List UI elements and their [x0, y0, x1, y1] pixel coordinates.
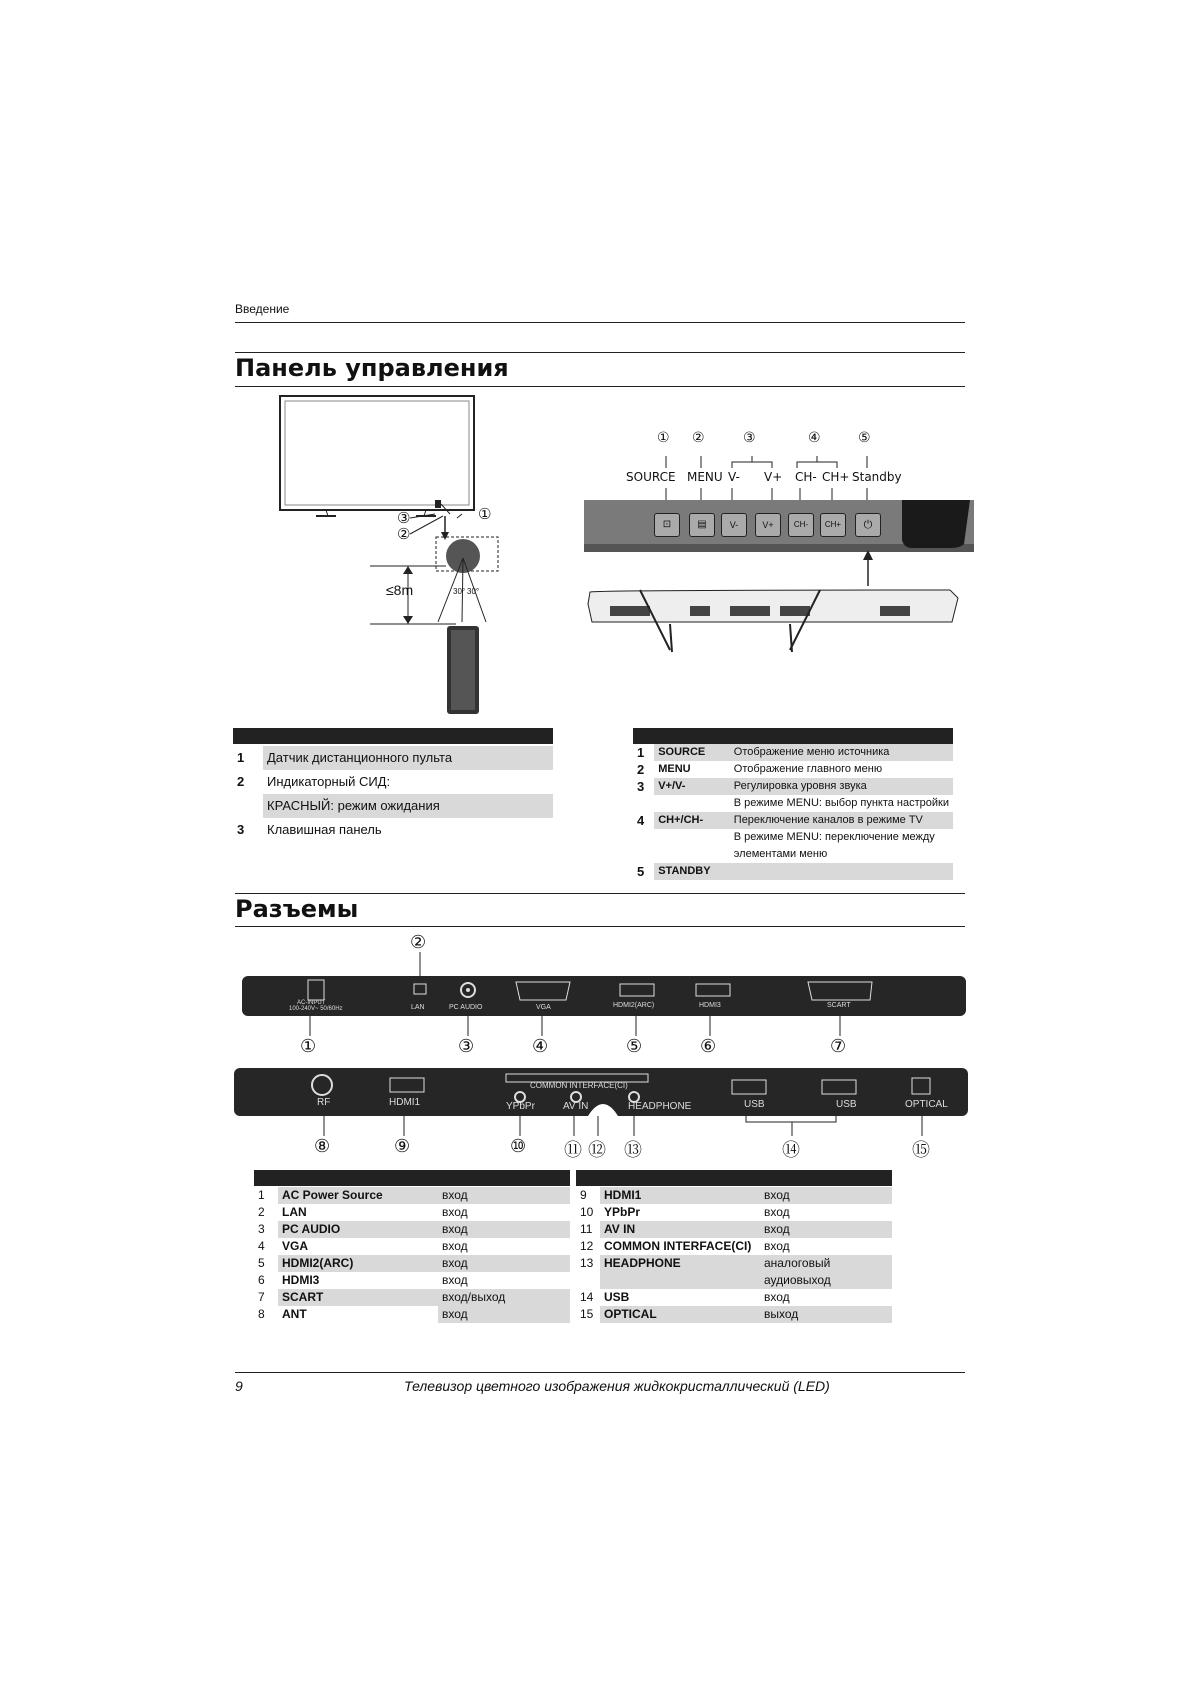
section-header: Введение [235, 302, 290, 316]
row-number [233, 794, 263, 818]
table-row [233, 770, 553, 794]
row-number: 3 [258, 1222, 265, 1236]
key-label-source: SOURCE [626, 470, 676, 484]
connector-number-4: ④ [532, 1036, 549, 1057]
table-row [633, 863, 953, 880]
callout-1: ① [478, 505, 492, 523]
angle-right-label: 30° [467, 587, 480, 596]
row-number: 1 [637, 745, 645, 760]
key-label-v-minus: V- [728, 470, 740, 484]
key-description: Отображение меню источника [730, 744, 953, 761]
connector-name: PC AUDIO [278, 1221, 438, 1238]
connectors-section-title: Разъемы [235, 895, 359, 923]
table-row [233, 818, 553, 842]
key-name: STANDBY [654, 863, 730, 880]
divider [235, 322, 965, 323]
connector-label-ac-voltage: 100-240V~ 50/60Hz [289, 1006, 343, 1012]
table-row [576, 1289, 892, 1306]
table-row [633, 795, 953, 812]
row-number: 1 [258, 1188, 265, 1202]
connector-label-headphone: HEADPHONE [628, 1101, 692, 1112]
table-row [576, 1238, 892, 1255]
row-text: КРАСНЫЙ: режим ожидания [263, 794, 553, 818]
table-header [633, 728, 953, 744]
rear-panel-top [240, 952, 970, 1062]
key-number-4: ④ [808, 430, 821, 446]
connector-number-1: ① [300, 1036, 317, 1057]
table-row [254, 1272, 570, 1289]
key-label-menu: MENU [687, 470, 723, 484]
row-text: Датчик дистанционного пульта [263, 746, 553, 770]
table-header [576, 1170, 892, 1186]
key-number-2: ② [692, 430, 705, 446]
row-number: 4 [258, 1239, 265, 1253]
connector-number-5: ⑤ [626, 1036, 643, 1057]
connectors-table-right [576, 1187, 892, 1323]
connector-name: SCART [278, 1289, 438, 1306]
connector-type: вход [764, 1290, 790, 1304]
row-number: 8 [258, 1307, 265, 1321]
divider [235, 1372, 965, 1373]
row-number: 14 [580, 1290, 594, 1304]
key-description: Переключение каналов в режиме TV [730, 812, 953, 829]
connector-number-12: ⑫ [588, 1140, 606, 1161]
row-number: 5 [258, 1256, 265, 1270]
row-number: 9 [580, 1188, 587, 1202]
connector-type: вход [438, 1187, 570, 1204]
connector-label-ac-input: AC-INPUT [297, 1000, 326, 1006]
connector-label-av-in: AV IN [563, 1101, 589, 1112]
key-number-3: ③ [743, 430, 756, 446]
key-label-v-plus: V+ [764, 470, 783, 484]
table-row [233, 794, 553, 818]
connector-type: вход [764, 1205, 790, 1219]
connector-label-vga: VGA [536, 1004, 551, 1011]
connector-number-11: ⑪ [564, 1140, 582, 1161]
table-row [576, 1221, 892, 1238]
connector-label-scart: SCART [827, 1002, 851, 1009]
connector-label-ci: COMMON INTERFACE(CI) [530, 1081, 628, 1090]
connector-number-15: ⑮ [912, 1140, 930, 1161]
table-row [254, 1289, 570, 1306]
key-name: V+/V- [654, 778, 730, 795]
table-row [576, 1187, 892, 1204]
connector-type: аналоговый аудиовыход [760, 1255, 892, 1289]
table-row [633, 812, 953, 829]
key-description: Регулировка уровня звука [730, 778, 953, 795]
connector-number-10: ⑩ [510, 1136, 527, 1157]
table-row [254, 1221, 570, 1238]
channel-up-key-icon[interactable]: CH+ [820, 513, 846, 537]
divider [235, 386, 965, 387]
row-number: 15 [580, 1307, 594, 1321]
footer-title: Телевизор цветного изображения жидкокристаллический (LED) [404, 1378, 830, 1394]
key-label-ch-minus: CH- [795, 470, 817, 484]
table-row [576, 1204, 892, 1221]
indicator-table [233, 746, 553, 842]
row-number: 10 [580, 1205, 594, 1219]
table-row [633, 744, 953, 761]
divider [235, 352, 965, 353]
table-header [254, 1170, 570, 1186]
connector-name: VGA [282, 1239, 309, 1253]
key-description [730, 863, 953, 880]
row-number: 11 [580, 1222, 593, 1236]
row-number: 7 [258, 1290, 265, 1304]
source-key-icon[interactable]: ⊡ [654, 513, 680, 537]
connector-label-pc-audio: PC AUDIO [449, 1004, 483, 1011]
row-number: 3 [237, 822, 245, 837]
connector-type: вход [442, 1273, 468, 1287]
row-number: 2 [258, 1205, 265, 1219]
connector-label-lan: LAN [411, 1004, 425, 1011]
page-number: 9 [235, 1378, 243, 1394]
table-row [633, 761, 953, 778]
connector-type: вход [760, 1221, 892, 1238]
row-number: 2 [237, 774, 245, 789]
connector-type: вход [438, 1306, 570, 1323]
key-name: CH+/CH- [654, 812, 730, 829]
connector-type: вход [764, 1239, 790, 1253]
table-row [576, 1255, 892, 1289]
row-number: 5 [637, 864, 645, 879]
table-row [254, 1187, 570, 1204]
connector-number-13: ⑬ [624, 1140, 642, 1161]
callout-2: ② [397, 525, 411, 543]
connector-name: HDMI1 [600, 1187, 760, 1204]
connector-label-hdmi2: HDMI2(ARC) [613, 1002, 655, 1009]
connector-number-3: ③ [458, 1036, 475, 1057]
key-description-extra: В режиме MENU: переключение между элементами меню [733, 831, 935, 860]
table-header [233, 728, 553, 744]
connector-name: LAN [282, 1205, 307, 1219]
connector-label-hdmi3: HDMI3 [699, 1002, 721, 1009]
volume-down-key-icon[interactable]: V- [721, 513, 747, 537]
connector-label-hdmi1: HDMI1 [389, 1097, 421, 1108]
divider [235, 893, 965, 894]
connector-name: USB [604, 1290, 630, 1304]
connector-name: OPTICAL [600, 1306, 760, 1323]
key-number-5: ⑤ [858, 430, 871, 446]
connector-type: выход [760, 1306, 892, 1323]
row-number: 2 [637, 762, 645, 777]
connector-name: ANT [282, 1307, 307, 1321]
table-row [576, 1306, 892, 1323]
row-number: 13 [580, 1256, 594, 1270]
row-text: Клавишная панель [267, 822, 382, 837]
angle-left-label: 30° [453, 587, 466, 596]
menu-key-icon[interactable]: ▤ [689, 513, 715, 537]
connector-label-ypbpr: YPbPr [506, 1101, 535, 1112]
connector-name: HDMI2(ARC) [278, 1255, 438, 1272]
connector-name: YPbPr [604, 1205, 641, 1219]
key-name: MENU [658, 763, 691, 775]
volume-up-key-icon[interactable]: V+ [755, 513, 781, 537]
key-description-extra: В режиме MENU: выбор пункта настройки [733, 797, 949, 809]
connector-name: HDMI3 [282, 1273, 320, 1287]
table-row [633, 778, 953, 795]
row-number: 3 [637, 779, 645, 794]
tv-remote-illustration [230, 390, 560, 720]
row-number: 12 [580, 1239, 594, 1253]
table-row [254, 1255, 570, 1272]
connector-label-optical: OPTICAL [905, 1099, 948, 1110]
connector-type: вход [438, 1221, 570, 1238]
distance-label: ≤8m [386, 582, 414, 598]
row-number: 1 [237, 750, 245, 765]
connector-number-14: ⑭ [782, 1140, 800, 1161]
connector-name: HEADPHONE [600, 1255, 760, 1289]
connector-number-7: ⑦ [830, 1036, 847, 1057]
connector-name: AC Power Source [278, 1187, 438, 1204]
connector-type: вход [760, 1187, 892, 1204]
connector-name: COMMON INTERFACE(CI) [604, 1239, 752, 1253]
connector-name: AV IN [600, 1221, 760, 1238]
connector-label-usb-2: USB [836, 1099, 857, 1110]
connectors-table-left [254, 1187, 570, 1323]
divider [235, 926, 965, 927]
table-row [254, 1306, 570, 1323]
key-label-ch-plus: CH+ [822, 470, 850, 484]
connector-number-8: ⑧ [314, 1136, 331, 1157]
connector-type: вход/выход [438, 1289, 570, 1306]
key-number-1: ① [657, 430, 670, 446]
table-row [233, 746, 553, 770]
table-row [633, 829, 953, 863]
standby-key-icon[interactable]: ⏻ [855, 513, 881, 537]
channel-down-key-icon[interactable]: CH- [788, 513, 814, 537]
row-number: 6 [258, 1273, 265, 1287]
connector-number-9: ⑨ [394, 1136, 411, 1157]
connector-label-rf: RF [317, 1097, 331, 1108]
key-label-standby: Standby [852, 470, 902, 484]
callout-3: ③ [397, 509, 411, 527]
connector-number-6: ⑥ [700, 1036, 717, 1057]
table-row [254, 1204, 570, 1221]
connector-type: вход [442, 1239, 468, 1253]
keys-table [633, 744, 953, 880]
connector-label-usb-1: USB [744, 1099, 765, 1110]
panel-section-title: Панель управления [235, 354, 509, 382]
key-name: SOURCE [654, 744, 730, 761]
connector-number-2: ② [410, 932, 427, 953]
connector-type: вход [438, 1255, 570, 1272]
connector-type: вход [442, 1205, 468, 1219]
row-number: 4 [637, 813, 645, 828]
row-text: Индикаторный СИД: [267, 774, 391, 789]
key-description: Отображение главного меню [733, 763, 883, 775]
table-row [254, 1238, 570, 1255]
